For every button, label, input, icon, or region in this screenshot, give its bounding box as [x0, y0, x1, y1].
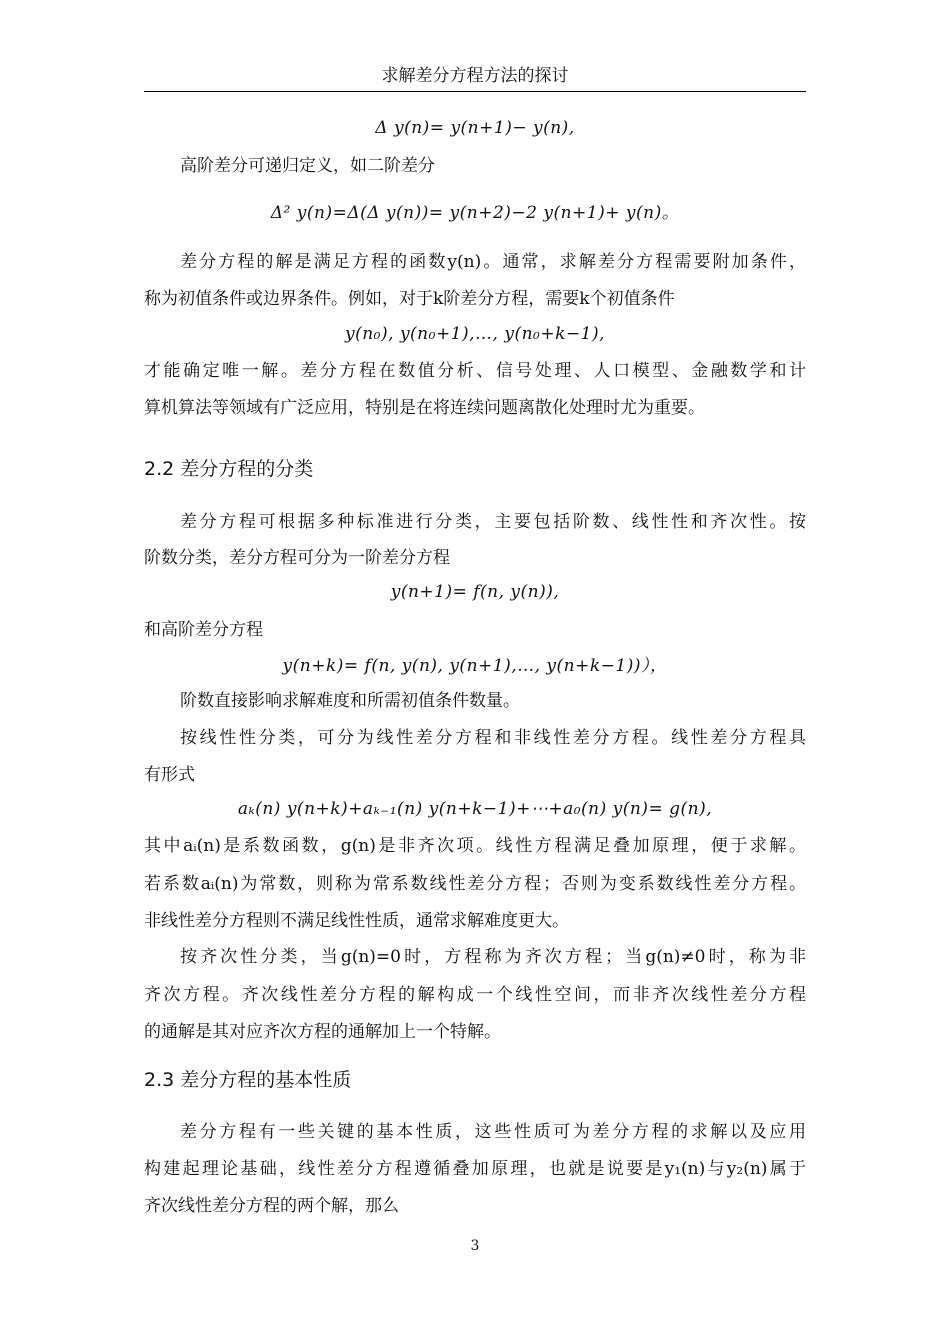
equation-initial-conditions: y(n₀), y(n₀+1),…, y(n₀+k−1), — [345, 324, 605, 344]
page-number: 3 — [470, 1238, 480, 1254]
equation-first-difference: Δ y(n)= y(n+1)− y(n), — [375, 118, 575, 138]
paragraph-higher-order: 高阶差分可递归定义，如二阶差分 — [180, 156, 435, 176]
paragraph-homogeneity-line-1: 按齐次性分类，当g(n)=0时，方程称为齐次方程；当g(n)≠0时，称为非 — [180, 947, 806, 967]
section-heading-2-2: 2.2 差分方程的分类 — [144, 458, 314, 480]
paragraph-order-effect: 阶数直接影响求解难度和所需初值条件数量。 — [180, 691, 520, 711]
paragraph-properties-line-2: 构建起理论基础，线性差分方程遵循叠加原理，也就是说要是y₁(n)与y₂(n)属于 — [144, 1159, 806, 1179]
header-rule — [144, 91, 806, 92]
running-header: 求解差分方程方法的探讨 — [381, 66, 569, 86]
equation-high-order: y(n+k)= f(n, y(n), y(n+1),…, y(n+k−1))）， — [282, 656, 668, 676]
paragraph-coefficient-line-1: 其中aᵢ(n)是系数函数，g(n)是非齐次项。线性方程满足叠加原理，便于求解。 — [144, 836, 806, 856]
paragraph-applications-line-1: 才能确定唯一解。差分方程在数值分析、信号处理、人口模型、金融数学和计 — [144, 361, 806, 381]
equation-second-difference: Δ² y(n)=Δ(Δ y(n))= y(n+2)−2 y(n+1)+ y(n)。 — [270, 203, 680, 223]
paragraph-high-order-label: 和高阶差分方程 — [144, 620, 263, 640]
paragraph-coefficient-line-3: 非线性差分方程则不满足线性性质，通常求解难度更大。 — [144, 911, 569, 931]
paragraph-homogeneity-line-3: 的通解是其对应齐次方程的通解加上一个特解。 — [144, 1022, 501, 1042]
equation-linear-form: aₖ(n) y(n+k)+aₖ₋₁(n) y(n+k−1)+⋯+a₀(n) y(n)= g(n), — [237, 799, 713, 819]
paragraph-classification-line-1: 差分方程可根据多种标准进行分类，主要包括阶数、线性性和齐次性。按 — [180, 512, 806, 532]
paragraph-homogeneity-line-2: 齐次方程。齐次线性差分方程的解构成一个线性空间，而非齐次线性差分方程 — [144, 985, 806, 1005]
section-heading-2-3: 2.3 差分方程的基本性质 — [144, 1069, 352, 1091]
paragraph-linearity-line-2: 有形式 — [144, 765, 195, 785]
paragraph-coefficient-line-2: 若系数aᵢ(n)为常数，则称为常系数线性差分方程；否则为变系数线性差分方程。 — [144, 874, 806, 894]
paragraph-classification-line-2: 阶数分类，差分方程可分为一阶差分方程 — [144, 548, 450, 568]
paragraph-solution-line-2: 称为初值条件或边界条件。例如，对于k阶差分方程，需要k个初值条件 — [144, 289, 675, 309]
paragraph-solution-line-1: 差分方程的解是满足方程的函数y(n)。通常，求解差分方程需要附加条件， — [180, 252, 806, 272]
paragraph-properties-line-1: 差分方程有一些关键的基本性质，这些性质可为差分方程的求解以及应用 — [180, 1122, 806, 1142]
equation-first-order: y(n+1)= f(n, y(n)), — [390, 582, 560, 602]
paragraph-properties-line-3: 齐次线性差分方程的两个解，那么 — [144, 1196, 399, 1216]
paragraph-linearity-line-1: 按线性性分类，可分为线性差分方程和非线性差分方程。线性差分方程具 — [180, 728, 806, 748]
paragraph-applications-line-2: 算机算法等领域有广泛应用，特别是在将连续问题离散化处理时尤为重要。 — [144, 398, 705, 418]
